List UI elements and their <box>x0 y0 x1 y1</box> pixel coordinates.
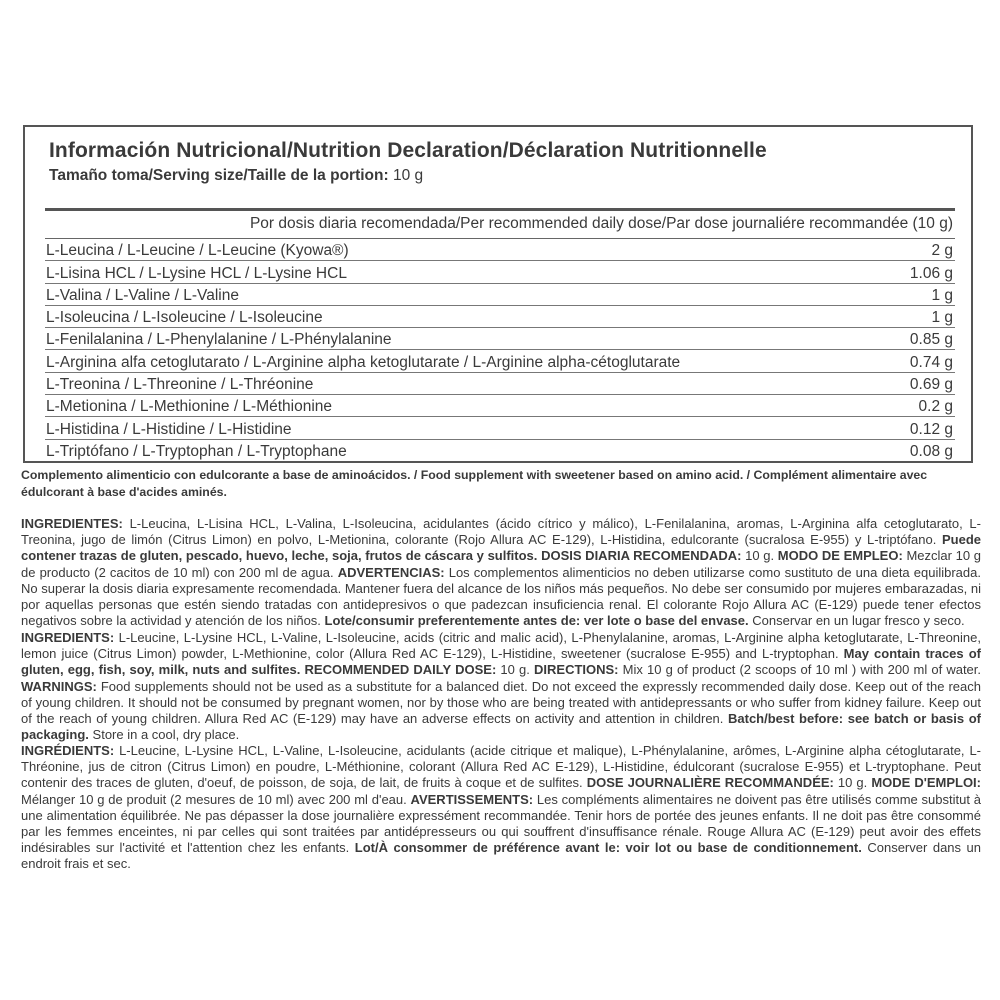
nutrient-name: L-Histidina / L-Histidine / L-Histidine <box>46 420 292 438</box>
table-row <box>45 440 955 461</box>
lot-text-fr: Conserver dans un endroit frais et sec. <box>21 840 981 872</box>
warnings-label-fr: AVERTISSEMENTS: <box>410 791 534 807</box>
dose-text-en: 10 g. <box>496 662 535 678</box>
dose-text-fr: 10 g. <box>833 775 872 791</box>
nutrient-name: L-Treonina / L-Threonine / L-Thréonine <box>46 376 314 394</box>
spanish-paragraph <box>21 516 981 629</box>
lot-label-en: Batch/best before: see batch or basis of packaging. <box>21 711 981 743</box>
nutrient-amount: 2 g <box>931 242 953 260</box>
nutrient-name: L-Isoleucina / L-Isoleucine / L-Isoleucine <box>46 309 323 327</box>
use-text-fr: Mélanger 10 g de produit (2 mesures de 10 ml) avec 200 ml d'eau. <box>21 791 411 807</box>
serving-size <box>49 167 423 185</box>
warnings-label-en: WARNINGS: <box>21 678 97 694</box>
allergens-es: Puede contener trazas de gluten, pescado, huevo, leche, soja, frutos de cáscara y sulfitos. <box>21 532 981 564</box>
nutrient-name: L-Triptófano / L-Tryptophan / L-Tryptophane <box>46 442 347 460</box>
table-row <box>45 417 955 439</box>
use-label-fr: MODE D'EMPLOI: <box>871 775 982 791</box>
ingredients-label-fr: INGRÉDIENTS: <box>21 743 115 758</box>
dose-label-en: RECOMMENDED DAILY DOSE: <box>300 662 497 678</box>
lot-text-es: Conservar en un lugar fresco y seco. <box>748 613 965 629</box>
nutrient-amount: 0.08 g <box>909 442 953 460</box>
lot-label-es: Lote/consumir preferentemente antes de: ver lote o base del envase. <box>324 613 749 629</box>
nutrient-amount: 0.85 g <box>909 331 953 349</box>
use-label-es: MODO DE EMPLEO: <box>777 548 903 564</box>
nutrient-name: L-Fenilalanina / L-Phenylalanine / L-Phénylalanine <box>46 331 392 349</box>
table-row <box>45 373 955 395</box>
nutrient-amount: 0.74 g <box>909 353 953 371</box>
nutrient-name: L-Arginina alfa cetoglutarato / L-Arginine alpha ketoglutarate / L-Arginine alpha-cétoglutarate <box>46 353 681 371</box>
column-header: Por dosis diaria recomendada/Per recommended daily dose/Par dose journaliére recommandée (10 g) <box>249 215 953 232</box>
ingredients-label-en: INGREDIENTS: <box>21 630 115 645</box>
nutrient-name: L-Metionina / L-Methionine / L-Méthionine <box>46 398 333 416</box>
nutrient-amount: 1 g <box>931 309 953 327</box>
use-text-es: Mezclar 10 g de producto (2 cacitos de 10 ml) con 200 ml de agua. <box>21 548 981 580</box>
table-row <box>45 350 955 372</box>
ingredients-label-es: INGREDIENTES: <box>21 516 123 531</box>
warnings-text-es: Los complementos alimenticios no deben utilizarse como sustituto de una dieta equilibrada. No superar la dosis diaria expresamente recomendada. Mantener fuera del alcance de los niños más pequeños. No debe ser consumido por mujeres embarazadas, ni por aquellas personas que estén siendo tratadas con antidepresivos o que padezcan insuficiencia renal. El colorante Rojo Allura AC (E-129) puede tener efectos negativos sobre la actividad y atención de los niños. <box>21 564 981 629</box>
warnings-label-es: ADVERTENCIAS: <box>337 564 445 580</box>
warnings-text-fr: Les compléments alimentaires ne doivent pas être utilisés comme substitut à une alimentation équilibrée. Ne pas dépasser la dose journalière expressément recommandée. Tenir hors de portée des jeunes enfants. Il ne doit pas être consommé par les femmes enceintes, ni par celles qui sont traitées par antidépresseurs ou qui souffrent d'insuffisance rénale. Rouge Allura AC (E-129) peut avoir des effets indésirables sur l'activité et l'attention chez les enfants. <box>21 791 981 856</box>
use-text-en: Mix 10 g of product (2 scoops of 10 ml ) with 200 ml of water. <box>618 662 982 678</box>
allergens-en: May contain traces of gluten, egg, fish, soy, milk, nuts and sulfites. <box>21 646 981 678</box>
nutrient-rows <box>45 238 955 461</box>
table-row <box>45 328 955 350</box>
dose-label-fr: DOSE JOURNALIÈRE RECOMMANDÉE: <box>586 775 834 791</box>
ingredients-text-en: L-Leucine, L-Lysine HCL, L-Valine, L-Isoleucine, acids (citric and malic acid), L-Phenylalanine, aromas, L-Arginine alpha ketoglutarate, L-Threonine, lemon juice (Citrus Limon) powder, L-Methionine, color (Allura Red AC E-129), L-Histidine, sweetener (sucralose E-955) and L-tryptophan. <box>21 630 981 662</box>
nutrient-amount: 0.69 g <box>909 376 953 394</box>
table-row <box>45 395 955 417</box>
table-row <box>45 239 955 261</box>
lot-label-fr: Lot/À consommer de préférence avant le: voir lot ou base de conditionnement. <box>354 840 862 856</box>
serving-size-value: 10 g <box>392 167 424 184</box>
header-divider <box>45 208 955 211</box>
warnings-text-en: Food supplements should not be used as a substitute for a balanced diet. Do not exceed the expressly recommended daily dose. Keep out of the reach of young children. It should not be consumed by pregnant women, nor by those who are being treated with antidepressants or who suffer from kidney failure. Keep out of the reach of young children. Allura Red AC (E-129) may have an adverse effects on activity and attention in children. <box>21 678 981 727</box>
nutrient-amount: 1 g <box>931 286 953 304</box>
ingredients-text-es: L-Leucina, L-Lisina HCL, L-Valina, L-Isoleucina, acidulantes (ácido cítrico y málico), L-Fenilalanina, aromas, L-Arginina alfa cetoglutarato, L-Treonina, jugo de limón (Citrus Limon) en polvo, L-Metionina, colorante (Rojo Allura AC E-129), L-Histidina, edulcorante (sucralosa E-955) y L-triptófano. <box>21 516 981 548</box>
nutrient-amount: 0.12 g <box>909 420 953 438</box>
lot-text-en: Store in a cool, dry place. <box>88 727 240 743</box>
dose-text-es: 10 g. <box>741 548 778 564</box>
french-paragraph <box>21 743 981 873</box>
supplement-note: Complemento alimenticio con edulcorante a base de aminoácidos. / Food supplement with sweetener based on amino acid. / Complément alimentaire avec édulcorant à base d'acides aminés. <box>21 468 928 499</box>
nutrient-amount: 0.2 g <box>918 398 953 416</box>
use-label-en: DIRECTIONS: <box>534 662 619 678</box>
nutrient-name: L-Valina / L-Valine / L-Valine <box>46 286 239 304</box>
serving-size-label: Tamaño toma/Serving size/Taille de la portion: <box>49 167 389 184</box>
nutrient-name: L-Lisina HCL / L-Lysine HCL / L-Lysine HCL <box>46 264 347 282</box>
nutrition-table-panel <box>23 125 973 463</box>
ingredients-text-fr: L-Leucine, L-Lysine HCL, L-Valine, L-Isoleucine, acidulants (acide citrique et malique), L-Phénylalanine, arômes, L-Arginine alpha cétoglutarate, L-Thréonine, jus de citron (Citrus Limon) en poudre, L-Méthionine, colorant (Allura Red AC E-129), L-Histidine, édulcorant (sucralose E-955) et L-tryptophane. Peut contenir des traces de gluten, d'oeuf, de poisson, de soja, de lait, de fruits à coque et de sulfites. <box>21 743 981 791</box>
nutrient-name: L-Leucina / L-Leucine / L-Leucine (Kyowa®) <box>46 242 349 260</box>
nutrient-amount: 1.06 g <box>909 264 953 282</box>
english-paragraph <box>21 630 981 743</box>
table-row <box>45 261 955 283</box>
table-row <box>45 306 955 328</box>
nutrition-title: Información Nutricional/Nutrition Declaration/Déclaration Nutritionnelle <box>49 139 767 162</box>
table-row <box>45 284 955 306</box>
dose-label-es: DOSIS DIARIA RECOMENDADA: <box>537 548 742 564</box>
